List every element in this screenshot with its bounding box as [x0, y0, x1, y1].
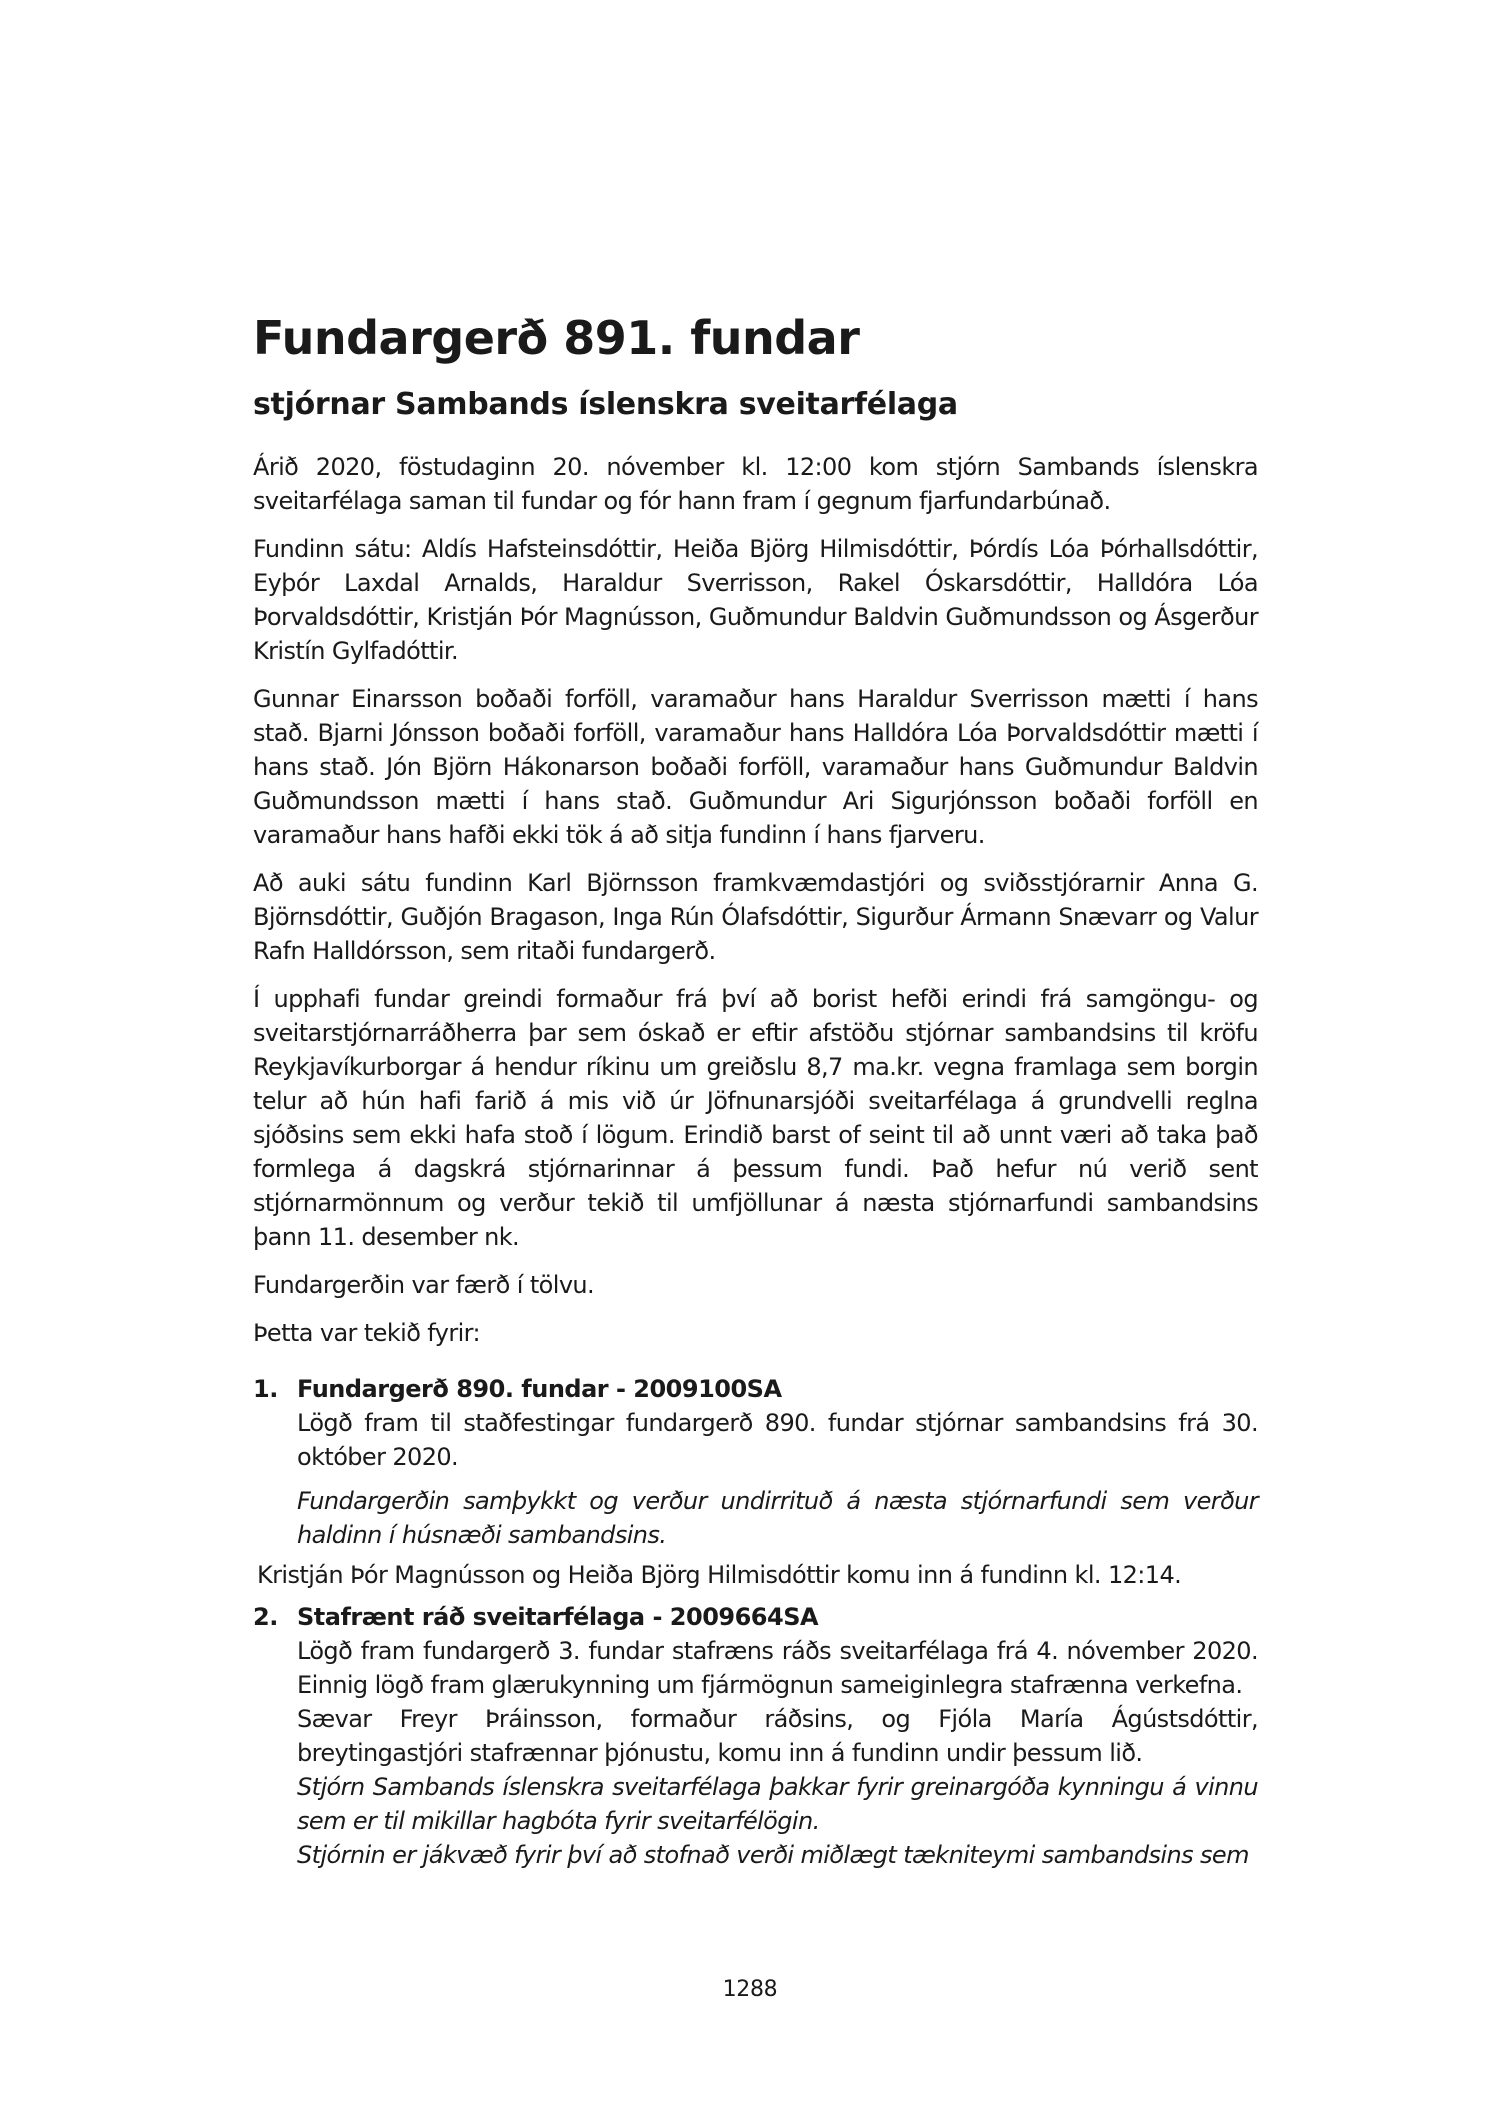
agenda-item-text: Lögð fram fundargerð 3. fundar stafræns ráðs sveitarfélaga frá 4. nóvember 2020. Einnig lögð fram glærukynning um fjármögnun sameiginlegra stafrænna verkefna. — [297, 1637, 1258, 1699]
agenda-item-number: 1. — [253, 1375, 278, 1403]
agenda-item-resolution: Fundargerðin samþykkt og verður undirrituð á næsta stjórnarfundi sem verður haldinn í húsnæði sambandsins. — [297, 1487, 1258, 1549]
recording-note: Fundargerðin var færð í tölvu. — [253, 1271, 595, 1299]
agenda-item-title: Fundargerð 890. fundar - 2009100SA — [297, 1375, 782, 1403]
agenda-item-number: 2. — [253, 1603, 278, 1631]
agenda-item-guests: Sævar Freyr Þráinsson, formaður ráðsins, og Fjóla María Ágústsdóttir, breytingastjóri stafrænnar þjónustu, komu inn á fundinn undir þessum lið. — [297, 1705, 1258, 1767]
agenda-item-resolution: Stjórn Sambands íslenskra sveitarfélaga þakkar fyrir greinargóða kynningu á vinnu sem er til mikillar hagbóta fyrir sveitarfélögin. — [297, 1773, 1258, 1835]
agenda-intro: Þetta var tekið fyrir: — [253, 1319, 480, 1347]
attendees-paragraph: Fundinn sátu: Aldís Hafsteinsdóttir, Heiða Björg Hilmisdóttir, Þórdís Lóa Þórhallsdóttir, Eyþór Laxdal Arnalds, Haraldur Sverrisson, Rakel Óskarsdóttir, Halldóra Lóa Þorvaldsdóttir, Kristján Þór Magnússon, Guðmundur Baldvin Guðmundsson og Ásgerður Kristín Gylfadóttir. — [253, 535, 1258, 665]
agenda-item-body — [253, 1634, 1258, 1872]
opening-remarks-paragraph: Í upphafi fundar greindi formaður frá því að borist hefði erindi frá samgöngu- og sveitarstjórnarráðherra þar sem óskað er eftir afstöðu stjórnar sambandsins til kröfu Reykjavíkurborgar á hendur ríkinu um greiðslu 8,7 ma.kr. vegna framlaga sem borgin telur að hún hafi farið á mis við úr Jöfnunarsjóði sveitarfélaga á grundvelli reglna sjóðsins sem ekki hafa stoð í lögum. Erindið barst of seint til að unnt væri að taka það formlega á dagskrá stjórnarinnar á þessum fundi. Það hefur nú verið sent stjórnarmönnum og verður tekið til umfjöllunar á næsta stjórnarfundi sambandsins þann 11. desember nk. — [253, 985, 1258, 1251]
agenda-list — [253, 1372, 1258, 1872]
page-number: 1288 — [722, 1977, 778, 2002]
document-title: Fundargerð 891. fundar — [253, 311, 860, 365]
document-page — [253, 310, 1258, 1872]
agenda-item — [253, 1372, 1258, 1552]
agenda-item-heading — [253, 1372, 1258, 1406]
agenda-item-body — [253, 1406, 1258, 1552]
document-subtitle: stjórnar Sambands íslenskra sveitarfélaga — [253, 387, 958, 422]
agenda-item-title: Stafrænt ráð sveitarfélaga - 2009664SA — [297, 1603, 819, 1631]
agenda-item-heading — [253, 1600, 1258, 1634]
staff-paragraph: Að auki sátu fundinn Karl Björnsson framkvæmdastjóri og sviðsstjórarnir Anna G. Björnsdóttir, Guðjón Bragason, Inga Rún Ólafsdóttir, Sigurður Ármann Snævarr og Valur Rafn Halldórsson, sem ritaði fundargerð. — [253, 869, 1258, 965]
arrival-note: Kristján Þór Magnússon og Heiða Björg Hilmisdóttir komu inn á fundinn kl. 12:14. — [257, 1561, 1182, 1589]
agenda-item-resolution-continued: Stjórnin er jákvæð fyrir því að stofnað verði miðlægt tækniteymi sambandsins sem — [297, 1841, 1249, 1869]
agenda-item — [253, 1600, 1258, 1872]
intro-paragraph: Árið 2020, föstudaginn 20. nóvember kl. 12:00 kom stjórn Sambands íslenskra sveitarfélaga saman til fundar og fór hann fram í gegnum fjarfundarbúnað. — [253, 453, 1258, 515]
absences-paragraph: Gunnar Einarsson boðaði forföll, varamaður hans Haraldur Sverrisson mætti í hans stað. Bjarni Jónsson boðaði forföll, varamaður hans Halldóra Lóa Þorvaldsdóttir mætti í hans stað. Jón Björn Hákonarson boðaði forföll, varamaður hans Guðmundur Baldvin Guðmundsson mætti í hans stað. Guðmundur Ari Sigurjónsson boðaði forföll en varamaður hans hafði ekki tök á að sitja fundinn í hans fjarveru. — [253, 685, 1258, 849]
agenda-item-text: Lögð fram til staðfestingar fundargerð 890. fundar stjórnar sambandsins frá 30. október 2020. — [297, 1409, 1258, 1471]
